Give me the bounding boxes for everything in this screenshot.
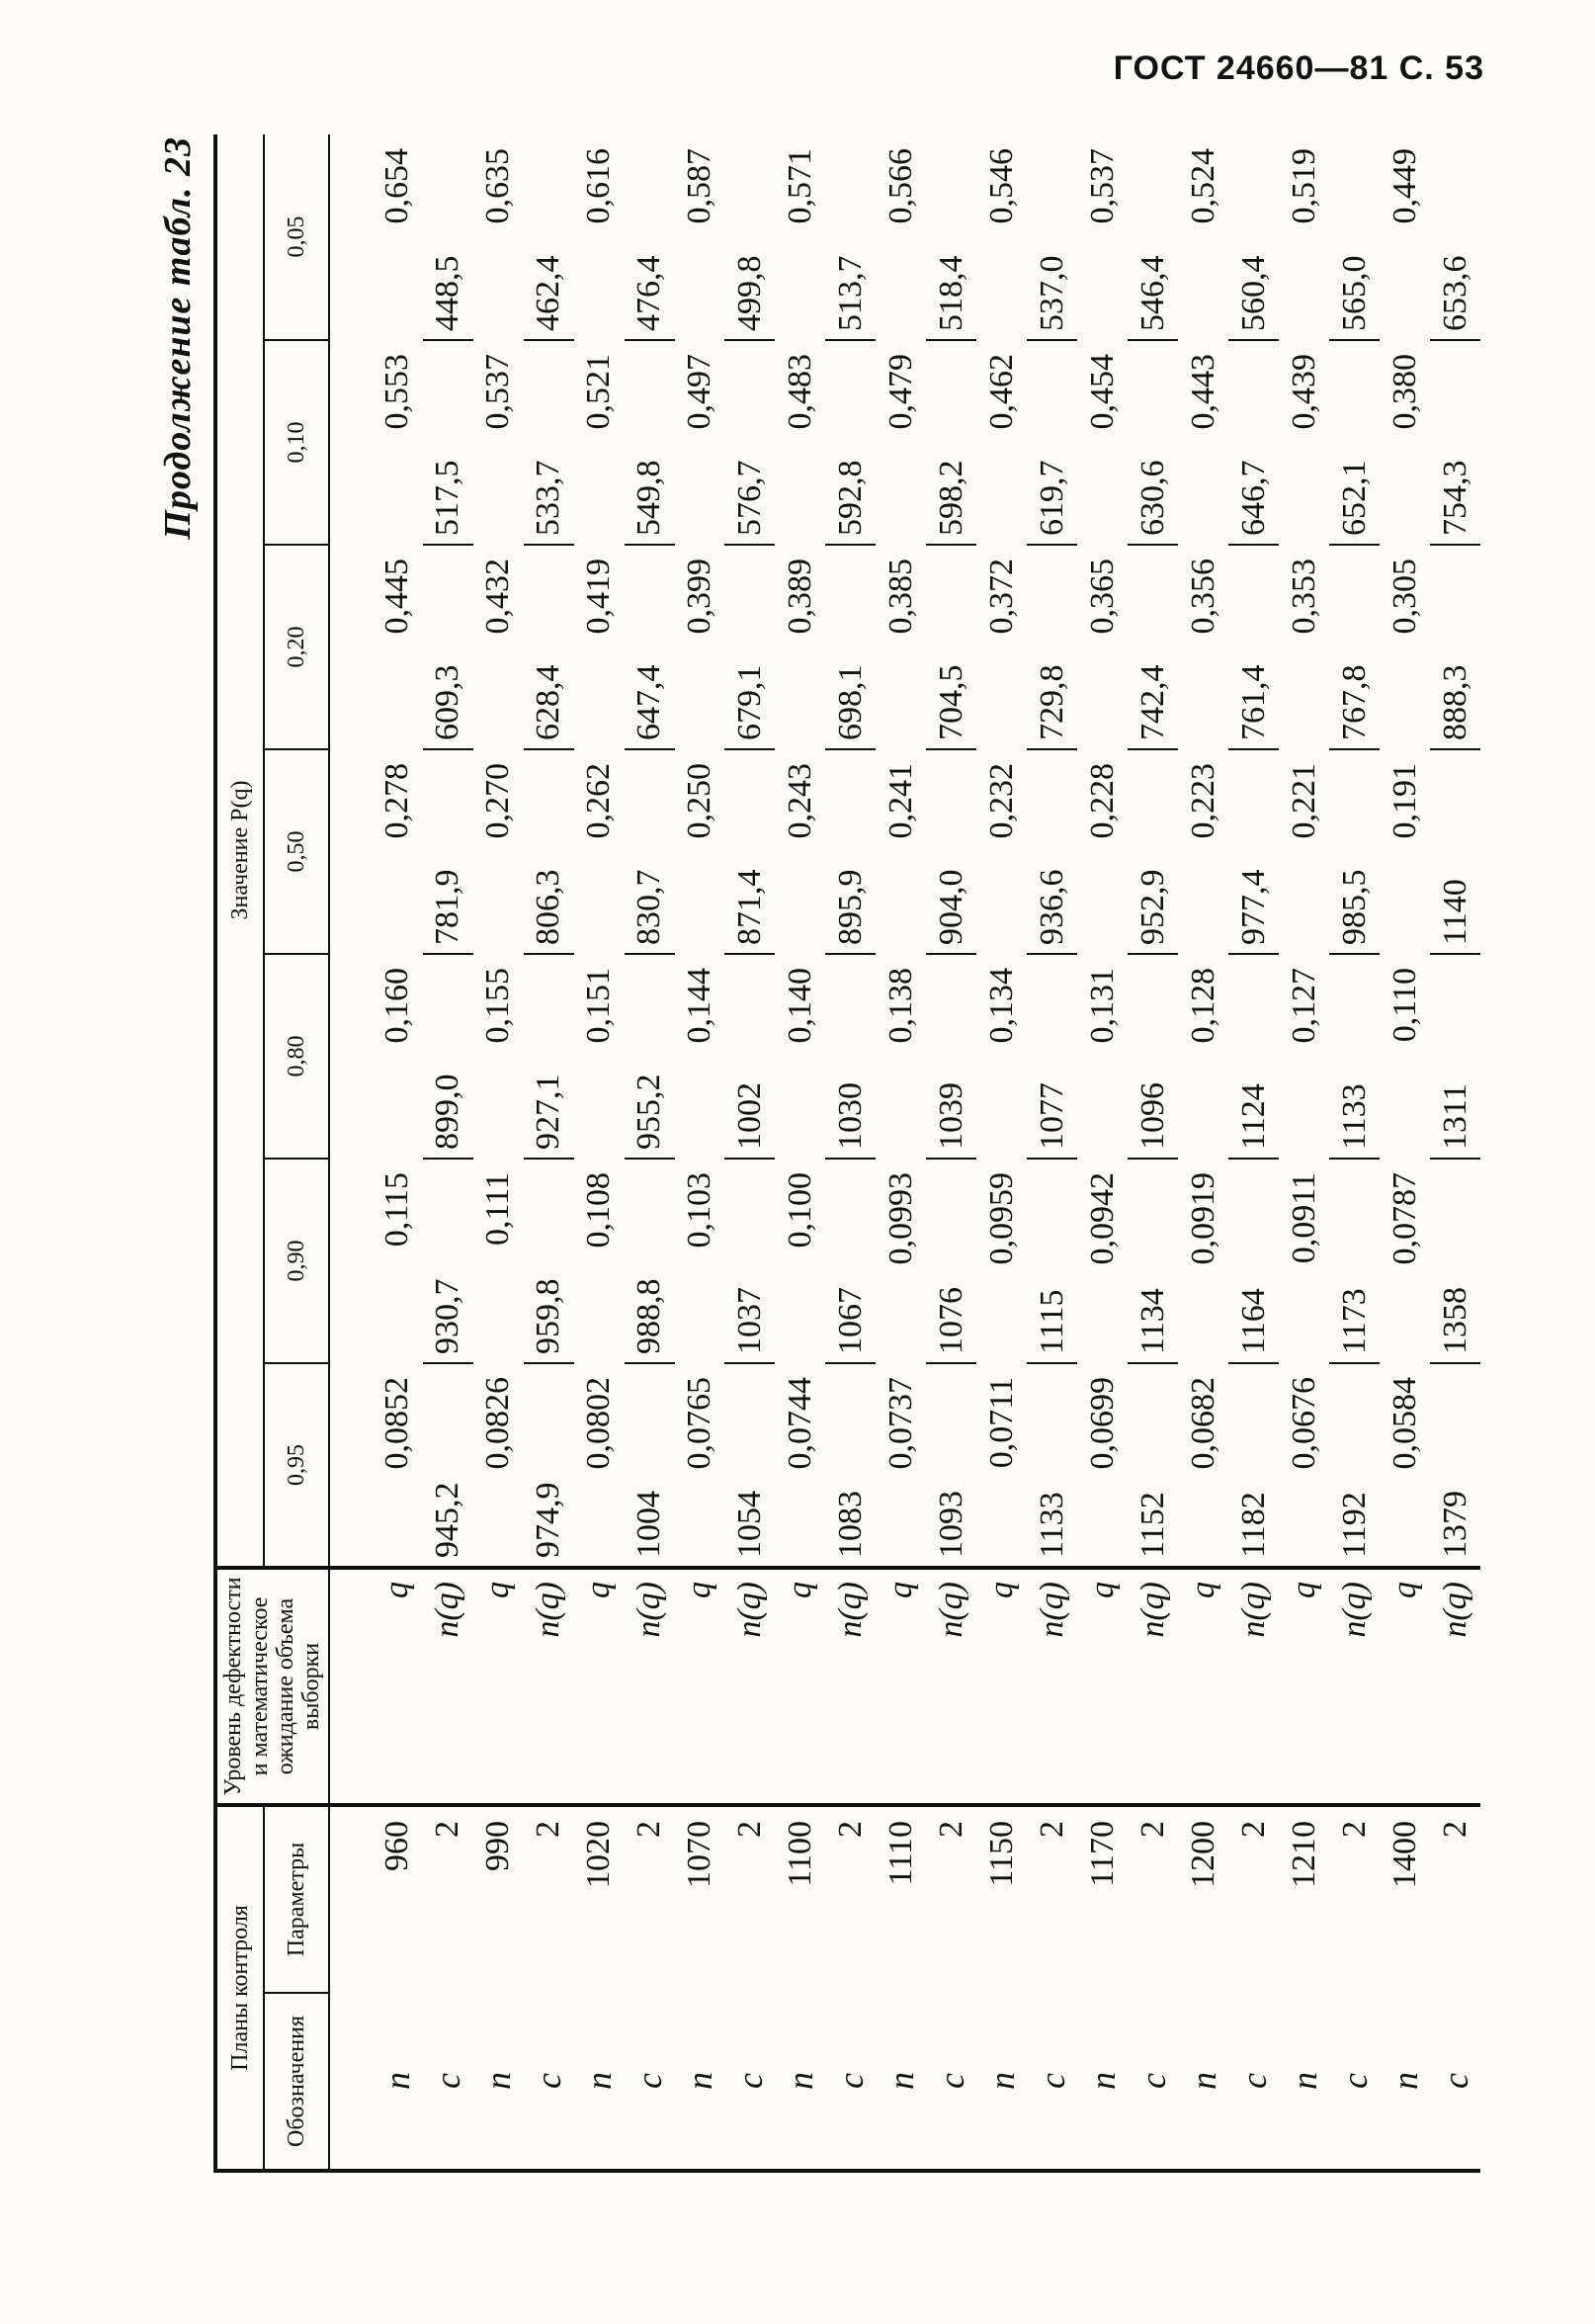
value-cell: 0,0993 [881,1171,919,1265]
value-cell: 895,9 [825,749,876,954]
value-cell: 0,353 [1285,558,1322,635]
value-cell: 698,1 [825,545,876,749]
param-cell: 2 [932,1820,969,1838]
designation-cell: c [1430,1993,1480,2171]
level-cell: q [1279,1568,1329,1805]
value-cell: 1083 [825,1363,876,1568]
value-cell: 565,0 [1329,134,1380,340]
level-cell: q [473,1568,524,1805]
value-cell: 936,6 [1027,749,1077,954]
designation-cell: c [423,1993,473,2171]
value-cell: 0,521 [580,353,618,430]
value-cell: 630,6 [1128,340,1178,545]
value-cell: 0,250 [680,762,717,839]
param-cell: 1110 [881,1820,919,1886]
value-cell: 0,385 [881,558,919,635]
param-cell: 2 [1436,1820,1473,1838]
table-row [1128,134,1178,2171]
value-cell: 0,0919 [1184,1171,1221,1265]
value-cell: 0,483 [781,353,818,430]
designation-header: Обозначения [264,1993,329,2171]
value-cell: 0,454 [1083,353,1121,430]
value-cell: 0,0676 [1279,1363,1329,1568]
prob-header: 0,10 [264,340,329,545]
value-cell: 0,221 [1285,762,1322,839]
designation-cell: n [1380,1993,1430,2171]
param-cell: 1400 [1385,1820,1423,1888]
value-cell: 974,9 [524,1363,574,1568]
param-cell: 960 [378,1820,416,1871]
value-cell: 647,4 [625,545,675,749]
level-cell: n(q) [1128,1568,1178,1805]
level-cell: q [1178,1568,1228,1805]
value-cell: 0,462 [982,353,1020,430]
param-cell: 2 [831,1820,869,1838]
value-cell: 1140 [1430,749,1480,954]
table-row [1380,134,1430,2171]
designation-cell: n [373,1993,423,2171]
value-cell: 0,228 [1083,762,1121,839]
level-cell: q [675,1568,725,1805]
table-row [1178,134,1228,2171]
designation-cell: n [574,1993,625,2171]
value-cell: 899,0 [423,954,473,1159]
table-row [1077,134,1128,2171]
value-cell: 1133 [1329,954,1380,1159]
level-cell: n(q) [825,1568,876,1805]
value-cell: 0,155 [479,967,517,1044]
value-cell: 0,131 [1083,967,1121,1044]
value-cell: 0,571 [781,147,818,224]
value-cell: 628,4 [524,545,574,749]
value-cell: 1002 [724,954,775,1159]
value-cell: 576,7 [724,340,775,545]
value-cell: 1133 [1027,1363,1077,1568]
value-cell: 598,2 [926,340,976,545]
value-cell: 806,3 [524,749,574,954]
value-cell: 930,7 [423,1159,473,1363]
value-cell: 533,7 [524,340,574,545]
level-cell: n(q) [524,1568,574,1805]
table-row [1329,134,1380,2171]
level-cell: q [876,1568,926,1805]
value-cell: 0,0711 [976,1363,1027,1568]
param-cell: 2 [1234,1820,1272,1838]
param-cell: 2 [630,1820,668,1838]
value-cell: 1004 [625,1363,675,1568]
param-cell: 1150 [982,1820,1020,1887]
param-cell: 2 [429,1820,466,1838]
value-cell: 830,7 [625,749,675,954]
value-cell: 1358 [1430,1159,1480,1363]
table-row [524,134,574,2171]
value-cell: 0,262 [580,762,618,839]
value-cell: 0,0737 [876,1363,926,1568]
value-cell: 1093 [926,1363,976,1568]
table-row [625,134,675,2171]
table-row [1228,134,1279,2171]
prob-header: 0,95 [264,1363,329,1568]
table-row [976,134,1027,2171]
level-cell: n(q) [625,1568,675,1805]
value-cell: 1134 [1128,1159,1178,1363]
value-cell: 609,3 [423,545,473,749]
table-body [329,134,1480,2171]
value-cell: 646,7 [1228,340,1279,545]
value-cell: 0,0699 [1077,1363,1128,1568]
group-plans-header: Планы контроля [215,1805,264,2171]
value-cell: 0,449 [1385,147,1423,224]
page-header: ГОСТ 24660—81 С. 53 [1113,49,1484,87]
value-cell: 0,191 [1385,762,1423,839]
designation-cell: c [1329,1993,1380,2171]
level-header: Уровень дефектности и математическое ожидание объема выборки [215,1568,329,1805]
value-cell: 1115 [1027,1159,1077,1363]
value-cell: 0,128 [1184,967,1221,1044]
value-cell: 0,537 [1083,147,1121,224]
value-cell: 0,243 [781,762,818,839]
value-cell: 1311 [1430,954,1480,1159]
table-row [1027,134,1077,2171]
param-cell: 1200 [1184,1820,1221,1888]
value-cell: 0,0682 [1178,1363,1228,1568]
table-row [373,134,423,2171]
param-cell: 2 [1033,1820,1070,1838]
value-cell: 0,546 [982,147,1020,224]
value-cell: 0,419 [580,558,618,635]
table-row [775,134,825,2171]
value-cell: 0,144 [680,967,717,1044]
value-cell: 653,6 [1430,134,1480,340]
prob-header: 0,80 [264,954,329,1159]
value-cell: 729,8 [1027,545,1077,749]
level-cell: n(q) [1228,1568,1279,1805]
value-cell: 704,5 [926,545,976,749]
designation-cell: n [775,1993,825,2171]
designation-cell: n [976,1993,1027,2171]
designation-cell: n [876,1993,926,2171]
table-row [926,134,976,2171]
table-row [574,134,625,2171]
value-cell: 448,5 [423,134,473,340]
designation-cell: n [1077,1993,1128,2171]
param-cell: 2 [1133,1820,1171,1838]
value-cell: 0,497 [680,353,717,430]
value-cell: 549,8 [625,340,675,545]
value-cell: 0,0959 [982,1171,1020,1265]
value-cell: 1182 [1228,1363,1279,1568]
value-cell: 652,1 [1329,340,1380,545]
designation-cell: c [724,1993,775,2171]
value-cell: 0,519 [1285,147,1322,224]
value-cell: 927,1 [524,954,574,1159]
table-row [675,134,725,2171]
value-cell: 955,2 [625,954,675,1159]
level-cell: q [1380,1568,1430,1805]
designation-cell: n [675,1993,725,2171]
value-cell: 0,270 [479,762,517,839]
level-cell: q [373,1568,423,1805]
level-cell: q [1077,1568,1128,1805]
value-cell: 0,0787 [1385,1171,1423,1265]
value-cell: 0,389 [781,558,818,635]
level-cell: q [976,1568,1027,1805]
table-head [215,134,329,2171]
value-cell: 0,432 [479,558,517,635]
value-cell: 592,8 [825,340,876,545]
designation-cell: c [926,1993,976,2171]
param-cell: 1070 [680,1820,717,1888]
value-cell: 499,8 [724,134,775,340]
value-cell: 0,0802 [574,1363,625,1568]
value-cell: 0,100 [781,1171,818,1248]
value-cell: 0,443 [1184,353,1221,430]
value-cell: 0,0584 [1380,1363,1430,1568]
value-cell: 0,356 [1184,558,1221,635]
designation-cell: n [1279,1993,1329,2171]
value-cell: 679,1 [724,545,775,749]
value-cell: 0,0826 [473,1363,524,1568]
value-cell: 959,8 [524,1159,574,1363]
value-cell: 988,8 [625,1159,675,1363]
value-cell: 781,9 [423,749,473,954]
value-cell: 1192 [1329,1363,1380,1568]
prob-header: 0,90 [264,1159,329,1363]
level-cell: n(q) [1430,1568,1480,1805]
param-cell: 1170 [1083,1820,1121,1887]
value-cell: 476,4 [625,134,675,340]
value-cell: 0,566 [881,147,919,224]
level-cell: n(q) [1027,1568,1077,1805]
prob-header: 0,05 [264,134,329,340]
value-cell: 0,380 [1385,353,1423,430]
value-cell: 0,160 [378,967,416,1044]
table-row [1430,134,1480,2171]
value-cell: 0,305 [1385,558,1423,635]
value-cell: 1037 [724,1159,775,1363]
value-cell: 0,0942 [1083,1171,1121,1265]
value-cell: 0,108 [580,1171,618,1248]
rotated-table-block [156,136,1480,2173]
value-cell: 546,4 [1128,134,1178,340]
params-header: Параметры [264,1805,329,1993]
value-cell: 1124 [1228,954,1279,1159]
value-cell: 560,4 [1228,134,1279,340]
value-cell: 0,223 [1184,762,1221,839]
value-cell: 0,537 [479,353,517,430]
value-cell: 977,4 [1228,749,1279,954]
table-row [423,134,473,2171]
value-cell: 0,635 [479,147,517,224]
param-cell: 990 [479,1820,517,1871]
value-cell: 0,399 [680,558,717,635]
value-cell: 1096 [1128,954,1178,1159]
value-cell: 0,241 [881,762,919,839]
value-cell: 0,0852 [373,1363,423,1568]
designation-cell: c [1128,1993,1178,2171]
table-row [876,134,926,2171]
value-cell: 0,524 [1184,147,1221,224]
table-row [825,134,876,2171]
value-cell: 888,3 [1430,545,1480,749]
value-cell: 0,445 [378,558,416,635]
value-cell: 0,232 [982,762,1020,839]
value-cell: 1067 [825,1159,876,1363]
level-cell: n(q) [423,1568,473,1805]
table-caption: Продолжение табл. 23 [157,136,199,540]
value-cell: 0,134 [982,967,1020,1044]
level-cell: q [574,1568,625,1805]
value-cell: 0,110 [1385,967,1423,1043]
designation-cell: n [473,1993,524,2171]
level-cell: n(q) [1329,1568,1380,1805]
value-cell: 761,4 [1228,545,1279,749]
value-cell: 0,0744 [775,1363,825,1568]
value-cell: 1054 [724,1363,775,1568]
designation-cell: c [625,1993,675,2171]
designation-cell: c [1027,1993,1077,2171]
data-table [213,134,1480,2173]
value-cell: 0,0911 [1285,1171,1322,1264]
level-cell: n(q) [724,1568,775,1805]
value-cell: 518,4 [926,134,976,340]
value-cell: 754,3 [1430,340,1480,545]
value-cell: 1152 [1128,1363,1178,1568]
param-cell: 2 [530,1820,567,1838]
designation-cell: c [524,1993,574,2171]
designation-cell: n [1178,1993,1228,2171]
value-cell: 0,115 [378,1171,416,1248]
value-cell: 0,616 [580,147,618,224]
value-cell: 0,111 [479,1171,517,1246]
value-cell: 619,7 [1027,340,1077,545]
designation-cell: c [825,1993,876,2171]
value-cell: 1030 [825,954,876,1159]
designation-cell: c [1228,1993,1279,2171]
value-cell: 0,479 [881,353,919,430]
group-values-header: Значение P(q) [215,134,264,1568]
value-cell: 1039 [926,954,976,1159]
level-cell: n(q) [926,1568,976,1805]
value-cell: 985,5 [1329,749,1380,954]
value-cell: 1077 [1027,954,1077,1159]
param-cell: 1100 [781,1820,818,1887]
value-cell: 945,2 [423,1363,473,1568]
value-cell: 1076 [926,1159,976,1363]
value-cell: 0,439 [1285,353,1322,430]
value-cell: 0,0765 [675,1363,725,1568]
value-cell: 0,553 [378,353,416,430]
level-cell: q [775,1568,825,1805]
prob-header: 0,20 [264,545,329,749]
value-cell: 0,151 [580,967,618,1044]
value-cell: 513,7 [825,134,876,340]
value-cell: 517,5 [423,340,473,545]
param-cell: 2 [730,1820,768,1838]
value-cell: 0,140 [781,967,818,1044]
value-cell: 0,372 [982,558,1020,635]
param-cell: 1210 [1285,1820,1322,1888]
table-row [473,134,524,2171]
param-cell: 1020 [580,1820,618,1888]
value-cell: 0,103 [680,1171,717,1248]
value-cell: 537,0 [1027,134,1077,340]
value-cell: 1164 [1228,1159,1279,1363]
value-cell: 1379 [1430,1363,1480,1568]
prob-header: 0,50 [264,749,329,954]
table-row [724,134,775,2171]
value-cell: 904,0 [926,749,976,954]
param-cell: 2 [1335,1820,1373,1838]
value-cell: 1173 [1329,1159,1380,1363]
value-cell: 871,4 [724,749,775,954]
value-cell: 0,138 [881,967,919,1044]
value-cell: 767,8 [1329,545,1380,749]
value-cell: 742,4 [1128,545,1178,749]
value-cell: 0,278 [378,762,416,839]
table-row [1279,134,1329,2171]
value-cell: 0,127 [1285,967,1322,1044]
value-cell: 0,365 [1083,558,1121,635]
value-cell: 0,587 [680,147,717,224]
value-cell: 0,654 [378,147,416,224]
value-cell: 462,4 [524,134,574,340]
value-cell: 952,9 [1128,749,1178,954]
